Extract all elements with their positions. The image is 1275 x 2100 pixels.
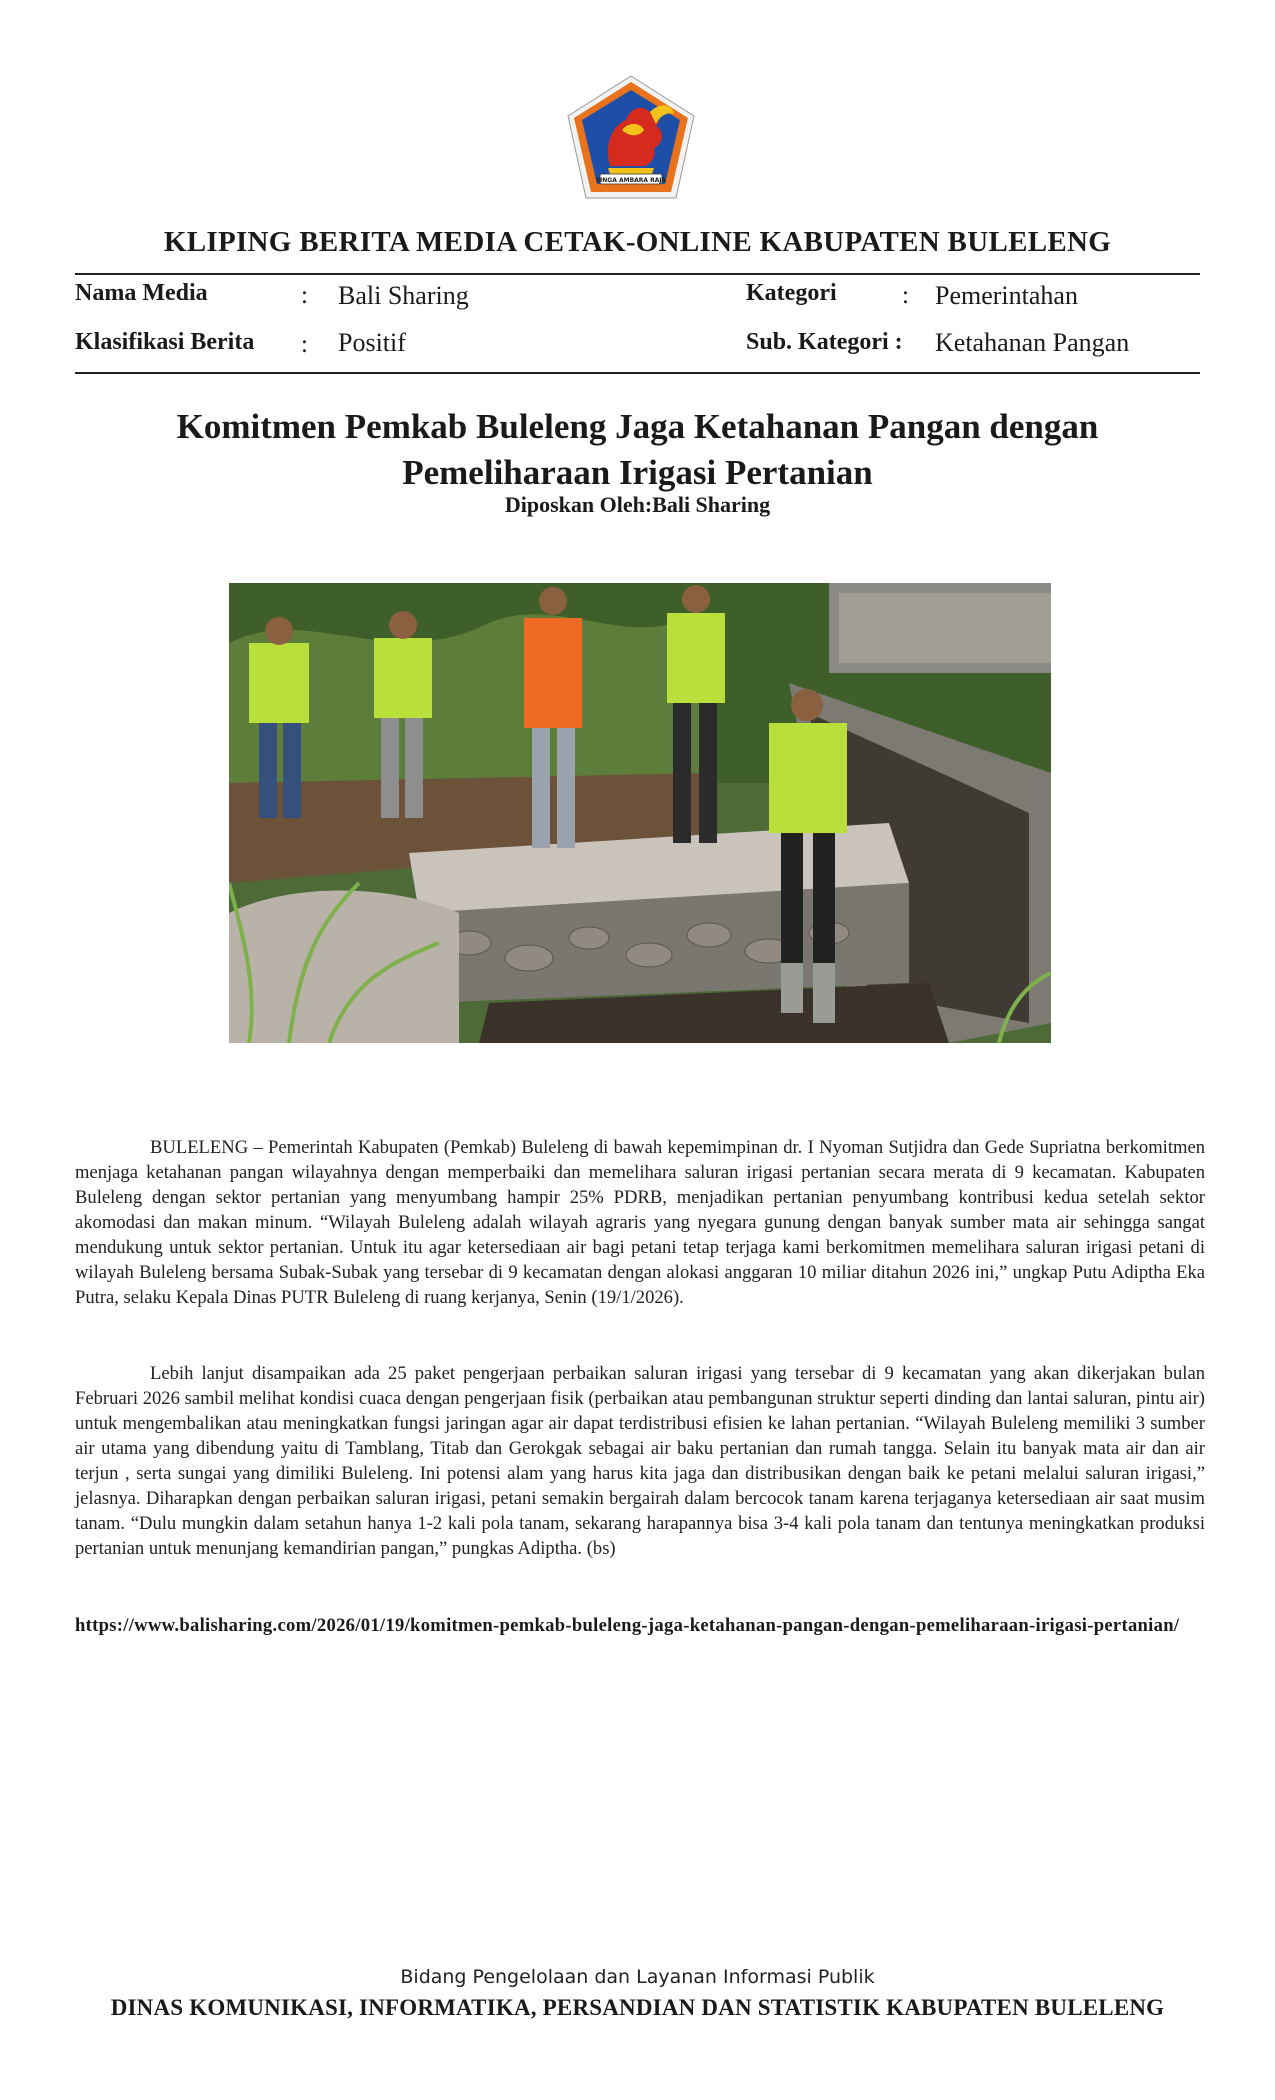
kategori-label: Kategori	[746, 280, 837, 306]
media-label: Nama Media	[75, 280, 208, 306]
kategori-value: Pemerintahan	[935, 281, 1078, 310]
paragraph-1-text: BULELENG – Pemerintah Kabupaten (Pemkab) Buleleng di bawah kepemimpinan dr. I Nyoman Sutjidra dan Gede Supriatna berkomitmen menjaga ketahanan pangan wilayahnya dengan memperbaiki dan memelihara saluran irigasi pertanian secara merata di 9 kecamatan. Kabupaten Buleleng dengan sektor pertanian yang menyumbang hampir 25% PDRB, menjadikan pertanian penyumbang kontribusi kedua setelah sektor akomodasi dan makan minum. “Wilayah Buleleng adalah wilayah agraris yang nyegara gunung dengan banyak sumber mata air sehingga sangat mendukung untuk sektor pertanian. Untuk itu agar ketersediaan air bagi petani tetap terjaga kami berkomitmen memelihara saluran irigasi petani di wilayah Buleleng bersama Subak-Subak yang tersebar di 9 kecamatan dengan alokasi anggaran 10 miliar ditahun 2026 ini,” ungkap Putu Adiptha Eka Putra, selaku Kepala Dinas PUTR Buleleng di ruang kerjanya, Senin (19/1/2026).	[75, 1137, 1205, 1308]
article-byline: Diposkan Oleh:Bali Sharing	[504, 492, 771, 517]
klasifikasi-value: Positif	[338, 328, 406, 357]
article-photo	[229, 583, 1051, 1043]
subkategori-value: Ketahanan Pangan	[935, 328, 1130, 357]
footer-agency: DINAS KOMUNIKASI, INFORMATIKA, PERSANDIAN DAN STATISTIK KABUPATEN BULELENG	[110, 1995, 1165, 2020]
media-separator: :	[301, 282, 308, 309]
klasifikasi-separator: :	[301, 331, 308, 358]
article-headline	[75, 404, 1200, 496]
subkategori-label: Sub. Kategori :	[746, 329, 903, 355]
article-paragraph-1	[75, 1135, 1205, 1310]
page-title: KLIPING BERITA MEDIA CETAK-ONLINE KABUPATEN BULELENG	[163, 226, 1112, 258]
paragraph-2-text: Lebih lanjut disampaikan ada 25 paket pengerjaan perbaikan saluran irigasi yang tersebar di 9 kecamatan yang akan dikerjakan bulan Februari 2026 sambil melihat kondisi cuaca dengan pengerjaan fisik (perbaikan atau pembangunan struktur seperti dinding dan lantai saluran, pintu air) untuk mengembalikan atau meningkatkan fungsi jaringan agar air dapat terdistribusi efisien ke lahan pertanian. “Wilayah Buleleng memiliki 3 sumber air utama yang dibendung yaitu di Tamblang, Titab dan Gerokgak sebagai air baku pertanian dan rumah tangga. Selain itu banyak mata air dan air terjun , serta sungai yang dimiliki Buleleng. Ini potensi alam yang harus kita jaga dan distribusikan dengan baik ke petani melalui saluran irigasi,” jelasnya. Diharapkan dengan perbaikan saluran irigasi, petani semakin bergairah dalam bercocok tanam karena terjaganya ketersediaan air saat musim tanam. “Dulu mungkin dalam setahun hanya 1-2 kali pola tanam, sekarang harapannya bisa 3-4 kali pola tanam dan tentunya meningkatkan produksi pertanian untuk menunjang kemandirian pangan,” pungkas Adiptha. (bs)	[75, 1363, 1205, 1559]
header-divider-top	[75, 273, 1200, 275]
headline-line-2: Pemeliharaan Irigasi Pertanian	[402, 453, 873, 492]
footer-department: Bidang Pengelolaan dan Layanan Informasi Publik	[400, 1966, 875, 1988]
klasifikasi-label: Klasifikasi Berita	[75, 329, 255, 355]
header-divider-bottom	[75, 372, 1200, 374]
media-value: Bali Sharing	[338, 281, 469, 310]
source-link[interactable]: https://www.balisharing.com/2026/01/19/komitmen-pemkab-buleleng-jaga-ketahanan-pangan-dengan-pemeliharaan-irigasi-pertanian/	[75, 1615, 1180, 1636]
headline-line-1: Komitmen Pemkab Buleleng Jaga Ketahanan Pangan dengan	[176, 407, 1099, 446]
buleleng-crest-icon	[564, 74, 698, 200]
kategori-separator: :	[902, 282, 909, 309]
svg-text:SINGA AMBARA RAJA: SINGA AMBARA RAJA	[595, 177, 667, 184]
article-paragraph-2	[75, 1361, 1205, 1561]
